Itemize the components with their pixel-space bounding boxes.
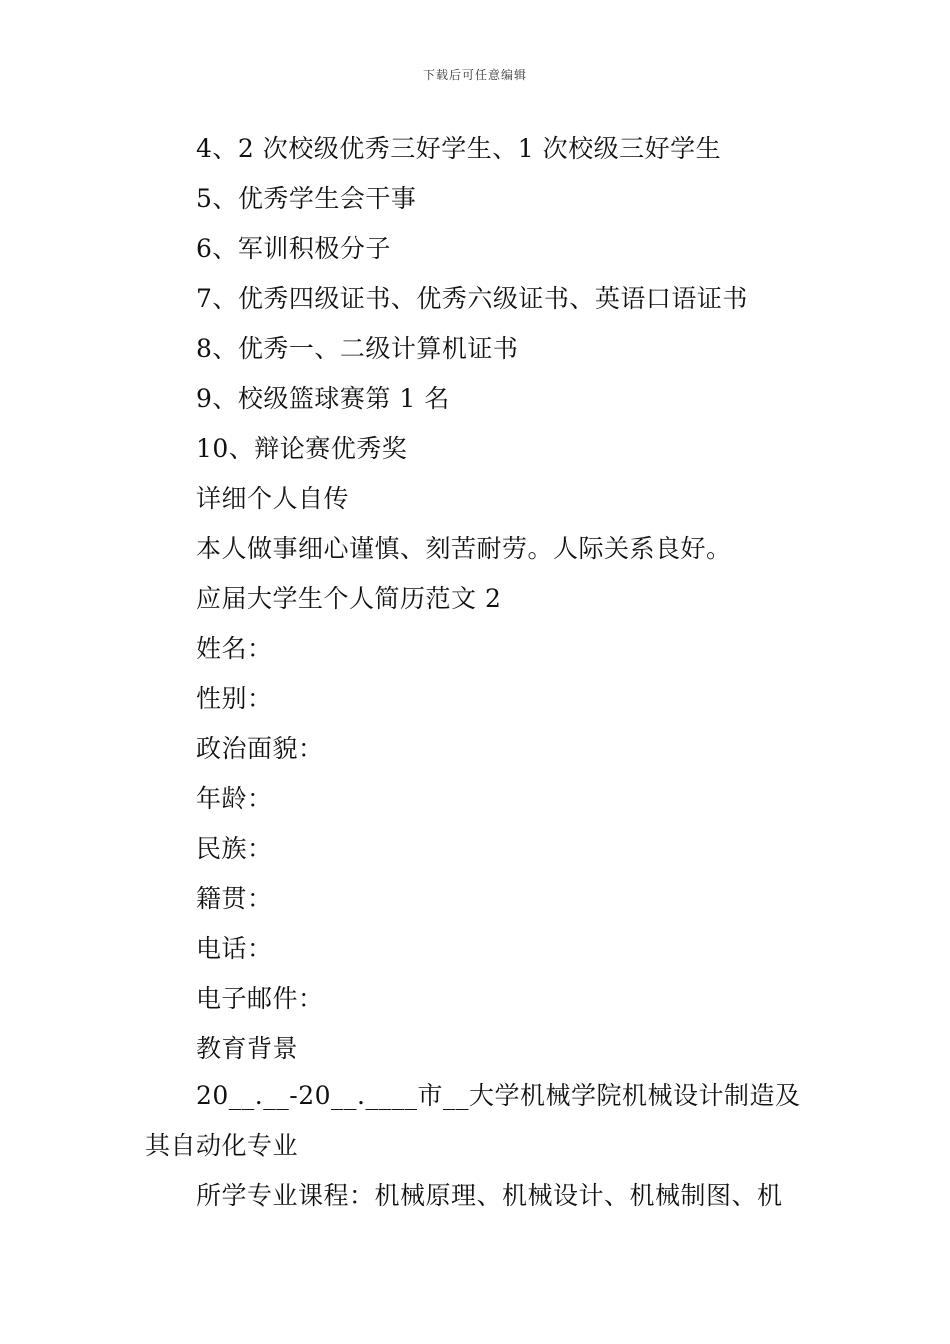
award-line-5: 5、优秀学生会干事 [196,184,417,213]
page-header-note: 下载后可任意编辑 [422,68,527,82]
resume-sample-title: 应届大学生个人简历范文 2 [196,584,502,613]
award-line-10: 10、辩论赛优秀奖 [196,434,408,463]
courses-line: 所学专业课程：机械原理、机械设计、机械制图、机 [196,1181,783,1210]
section-heading-education: 教育背景 [196,1034,299,1063]
field-email: 电子邮件： [196,984,324,1013]
field-name: 姓名： [196,634,273,663]
education-entry-continued: 其自动化专业 [145,1131,299,1160]
education-entry: 20__.__-20__.____市__大学机械学院机械设计制造及 [196,1081,801,1110]
section-heading-biography: 详细个人自传 [196,484,350,513]
award-line-8: 8、优秀一、二级计算机证书 [196,334,519,363]
award-line-9: 9、校级篮球赛第 1 名 [196,384,450,413]
field-phone: 电话： [196,934,273,963]
biography-text: 本人做事细心谨慎、刻苦耐劳。人际关系良好。 [196,534,732,563]
field-gender: 性别： [196,684,273,713]
field-political-status: 政治面貌： [196,734,324,763]
field-age: 年龄： [196,784,273,813]
field-ethnicity: 民族： [196,834,273,863]
award-line-4: 4、2 次校级优秀三好学生、1 次校级三好学生 [196,134,722,163]
award-line-7: 7、优秀四级证书、优秀六级证书、英语口语证书 [196,284,748,313]
award-line-6: 6、军训积极分子 [196,234,391,263]
field-native-place: 籍贯： [196,884,273,913]
